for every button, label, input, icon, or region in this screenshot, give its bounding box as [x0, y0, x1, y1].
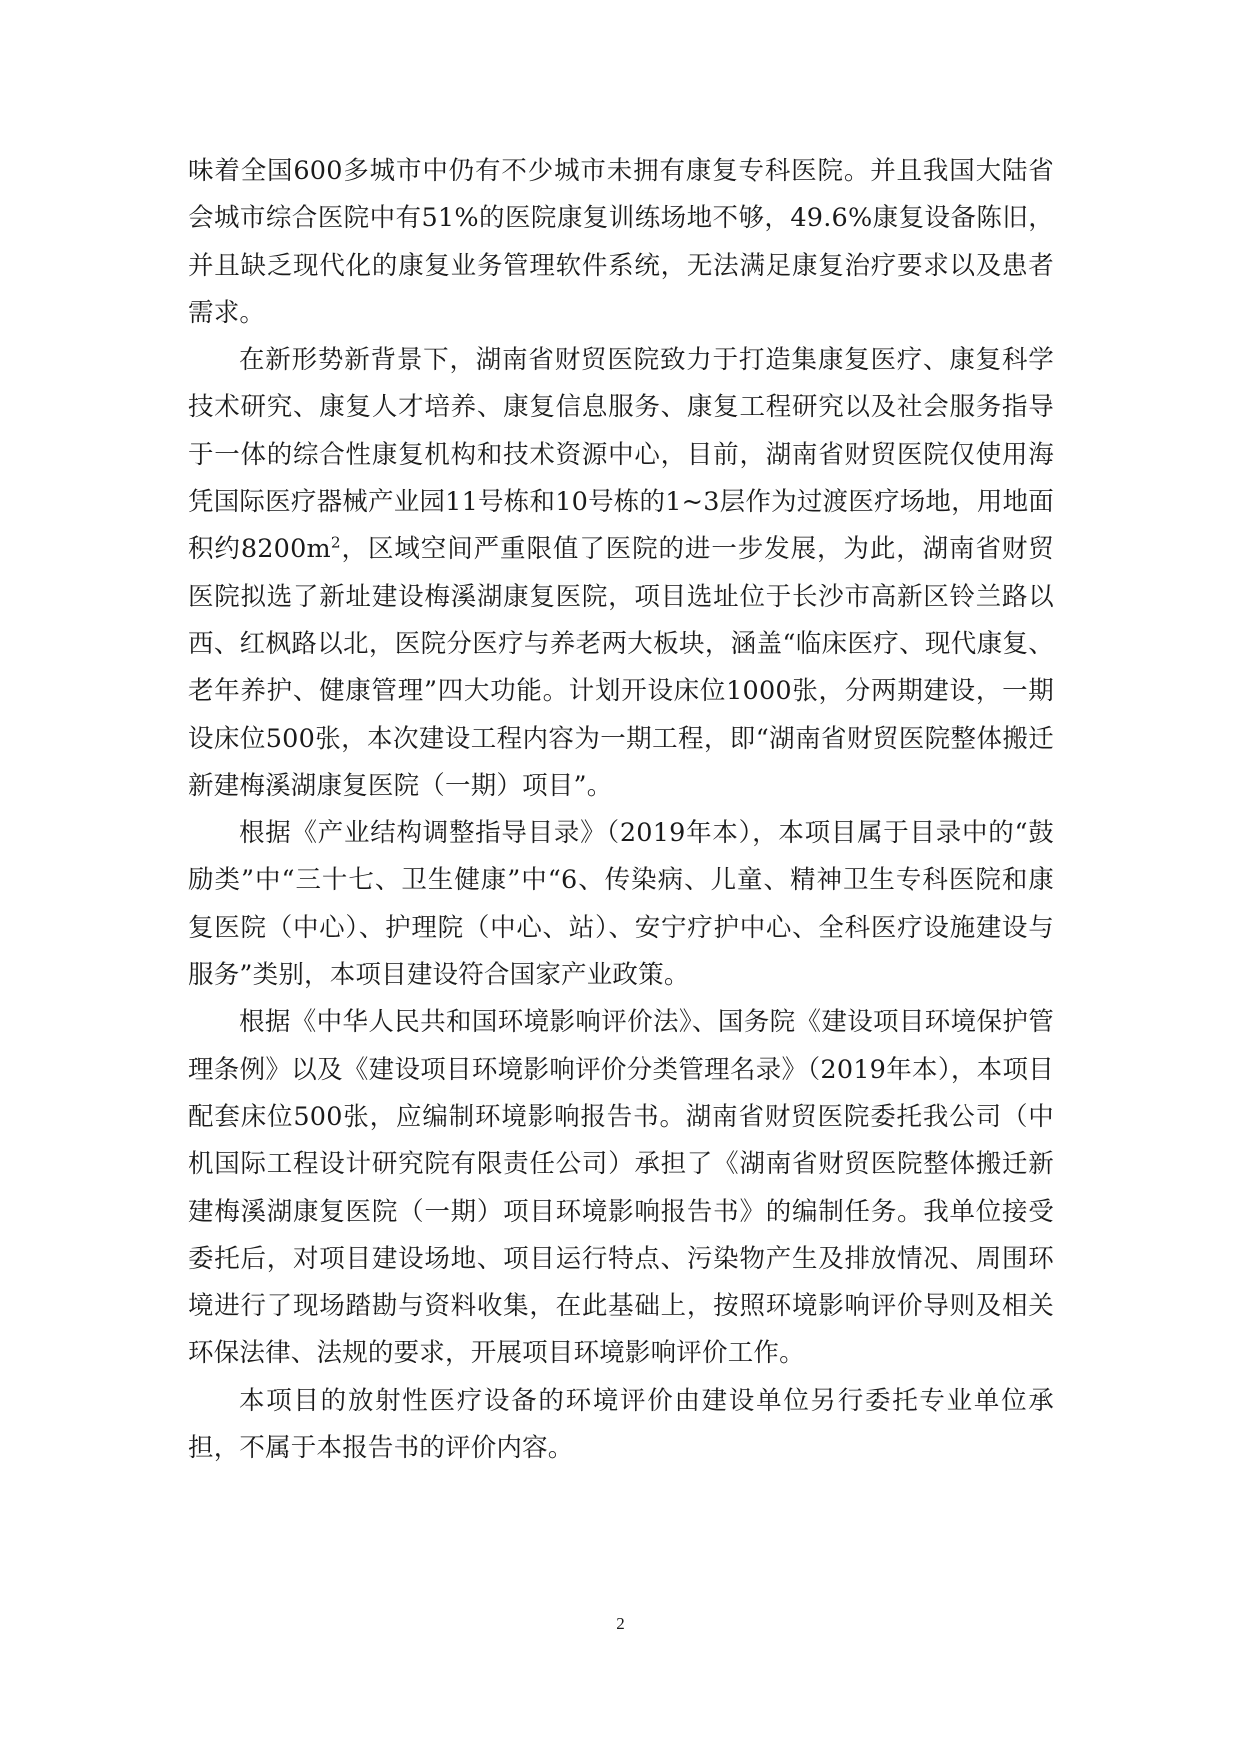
paragraph-2 — [188, 337, 1054, 810]
paragraph-3: 根据《产业结构调整指导目录》（2019年本），本项目属于目录中的“鼓励类”中“三十七、卫生健康”中“6、传染病、儿童、精神卫生专科医院和康复医院（中心）、护理院（中心、站）、安宁疗护中心、全科医疗设施建设与服务”类别，本项目建设符合国家产业政策。 — [188, 818, 1054, 991]
paragraph-2-text-a: 在新形势新背景下，湖南省财贸医院致力于打造集康复医疗、康复科学技术研究、康复人才培养、康复信息服务、康复工程研究以及社会服务指导于一体的综合性康复机构和技术资源中心，目前，湖南省财贸医院仅使用海凭国际医疗器械产业园11号栋和10号栋的1~3层作为过渡医疗场地，用地面积约8200m — [188, 345, 1054, 565]
page-number: 2 — [616, 1614, 625, 1633]
paragraph-5: 本项目的放射性医疗设备的环境评价由建设单位另行委托专业单位承担，不属于本报告书的评价内容。 — [188, 1385, 1054, 1464]
paragraph-4: 根据《中华人民共和国环境影响评价法》、国务院《建设项目环境保护管理条例》以及《建设项目环境影响评价分类管理名录》（2019年本），本项目配套床位500张，应编制环境影响报告书。湖南省财贸医院委托我公司（中机国际工程设计研究院有限责任公司）承担了《湖南省财贸医院整体搬迁新建梅溪湖康复医院（一期）项目环境影响报告书》的编制任务。我单位接受委托后，对项目建设场地、项目运行特点、污染物产生及排放情况、周围环境进行了现场踏勘与资料收集，在此基础上，按照环境影响评价导则及相关环保法律、法规的要求，开展项目环境影响评价工作。 — [188, 1007, 1054, 1369]
paragraph-2-text-b: ，区域空间严重限值了医院的进一步发展，为此，湖南省财贸医院拟选了新址建设梅溪湖康复医院，项目选址位于长沙市高新区铃兰路以西、红枫路以北，医院分医疗与养老两大板块，涵盖“临床医疗、现代康复、老年养护、健康管理”四大功能。计划开设床位1000张，分两期建设，一期设床位500张，本次建设工程内容为一期工程，即“湖南省财贸医院整体搬迁新建梅溪湖康复医院（一期）项目”。 — [188, 534, 1054, 801]
superscript-2: 2 — [330, 533, 341, 552]
body-text — [188, 148, 1054, 1472]
paragraph-1: 味着全国600多城市中仍有不少城市未拥有康复专科医院。并且我国大陆省会城市综合医院中有51%的医院康复训练场地不够，49.6%康复设备陈旧，并且缺乏现代化的康复业务管理软件系统，无法满足康复治疗要求以及患者需求。 — [188, 156, 1054, 328]
